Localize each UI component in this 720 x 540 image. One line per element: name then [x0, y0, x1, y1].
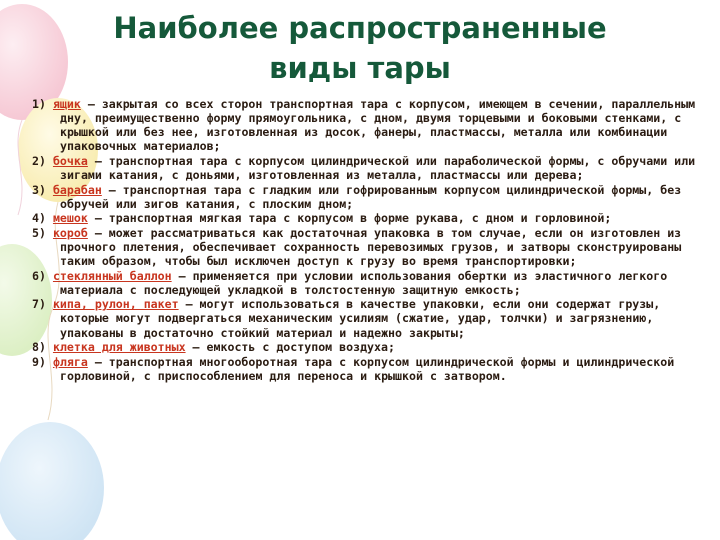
title-line: Наиболее распространенные: [113, 11, 607, 45]
item-term: фляга: [52, 354, 88, 369]
item-term: бочка: [52, 153, 88, 168]
item-description: – может рассматриваться как достаточная упаковка в том случае, если он изготовлен из прочного плетения, обеспечивает сохранность перевозимых грузов, и затворы сконструированы таким образом, чтобы был исключен доступ к грузу во время транспортировки;: [60, 225, 682, 269]
item-term: клетка для животных: [52, 340, 186, 355]
item-term: короб: [52, 225, 88, 240]
list-item: [32, 97, 704, 153]
item-number: 5): [32, 225, 46, 240]
item-number: 6): [32, 268, 46, 283]
item-number: 1): [32, 97, 46, 111]
item-number: 9): [32, 354, 46, 369]
item-description: – транспортная тара с корпусом цилиндрической или параболической формы, с обручами или зигами катания, с доньями, изготовленная из металла, пластмассы или дерева;: [60, 153, 696, 182]
item-description: – транспортная тара с гладким или гофрированным корпусом цилиндрической формы, без обручей или зигов катания, с плоским дном;: [60, 182, 682, 211]
list-item: [32, 226, 704, 268]
item-term: кипа, рулон, пакет: [52, 297, 179, 312]
slide-title: [80, 8, 640, 88]
list-item: [32, 211, 704, 225]
item-number: 7): [32, 297, 46, 312]
list-item: [32, 154, 704, 182]
packaging-types-list: [32, 97, 704, 383]
list-item: [32, 269, 704, 297]
item-description: – транспортная многооборотная тара с корпусом цилиндрической формы и цилиндрической горловиной, с приспособлением для переноса и крышкой с затвором.: [60, 354, 675, 383]
item-description: – могут использоваться в качестве упаковки, если они содержат грузы, которые могут подвергаться механическим усилиям (сжатие, удар, толчки) и загрязнению, упакованы в достаточно стойкий материал и надежно закрыты;: [60, 297, 661, 340]
balloon-blue: [0, 422, 104, 540]
item-number: 2): [32, 153, 46, 168]
item-number: 3): [32, 182, 46, 197]
list-item: [32, 340, 704, 354]
item-description: – закрытая со всех сторон транспортная тара с корпусом, имеющем в сечении, параллельным дну, преимущественно форму прямоугольника, с дном, двумя торцевыми и боковыми стенками, с крышкой или без нее, изготовленная из досок, фанеры, пластмассы, металла или комбинации упаковочных материалов;: [60, 97, 696, 154]
item-term: стеклянный баллон: [52, 268, 172, 283]
item-description: – транспортная мягкая тара с корпусом в форме рукава, с дном и горловиной;: [87, 211, 612, 226]
list-item: [32, 355, 704, 383]
list-item: [32, 297, 704, 339]
item-term: мешок: [52, 211, 88, 226]
item-description: – емкость с доступом воздуха;: [185, 340, 395, 355]
list-item: [32, 183, 704, 211]
title-line: виды тары: [269, 51, 451, 85]
item-number: 4): [32, 211, 46, 226]
item-number: 8): [32, 340, 46, 355]
item-term: барабан: [52, 182, 102, 197]
item-description: – применяется при условии использования обертки из эластичного легкого материала с последующей укладкой в толстостенную защитную емкость;: [60, 268, 668, 297]
item-term: ящик: [52, 97, 81, 111]
